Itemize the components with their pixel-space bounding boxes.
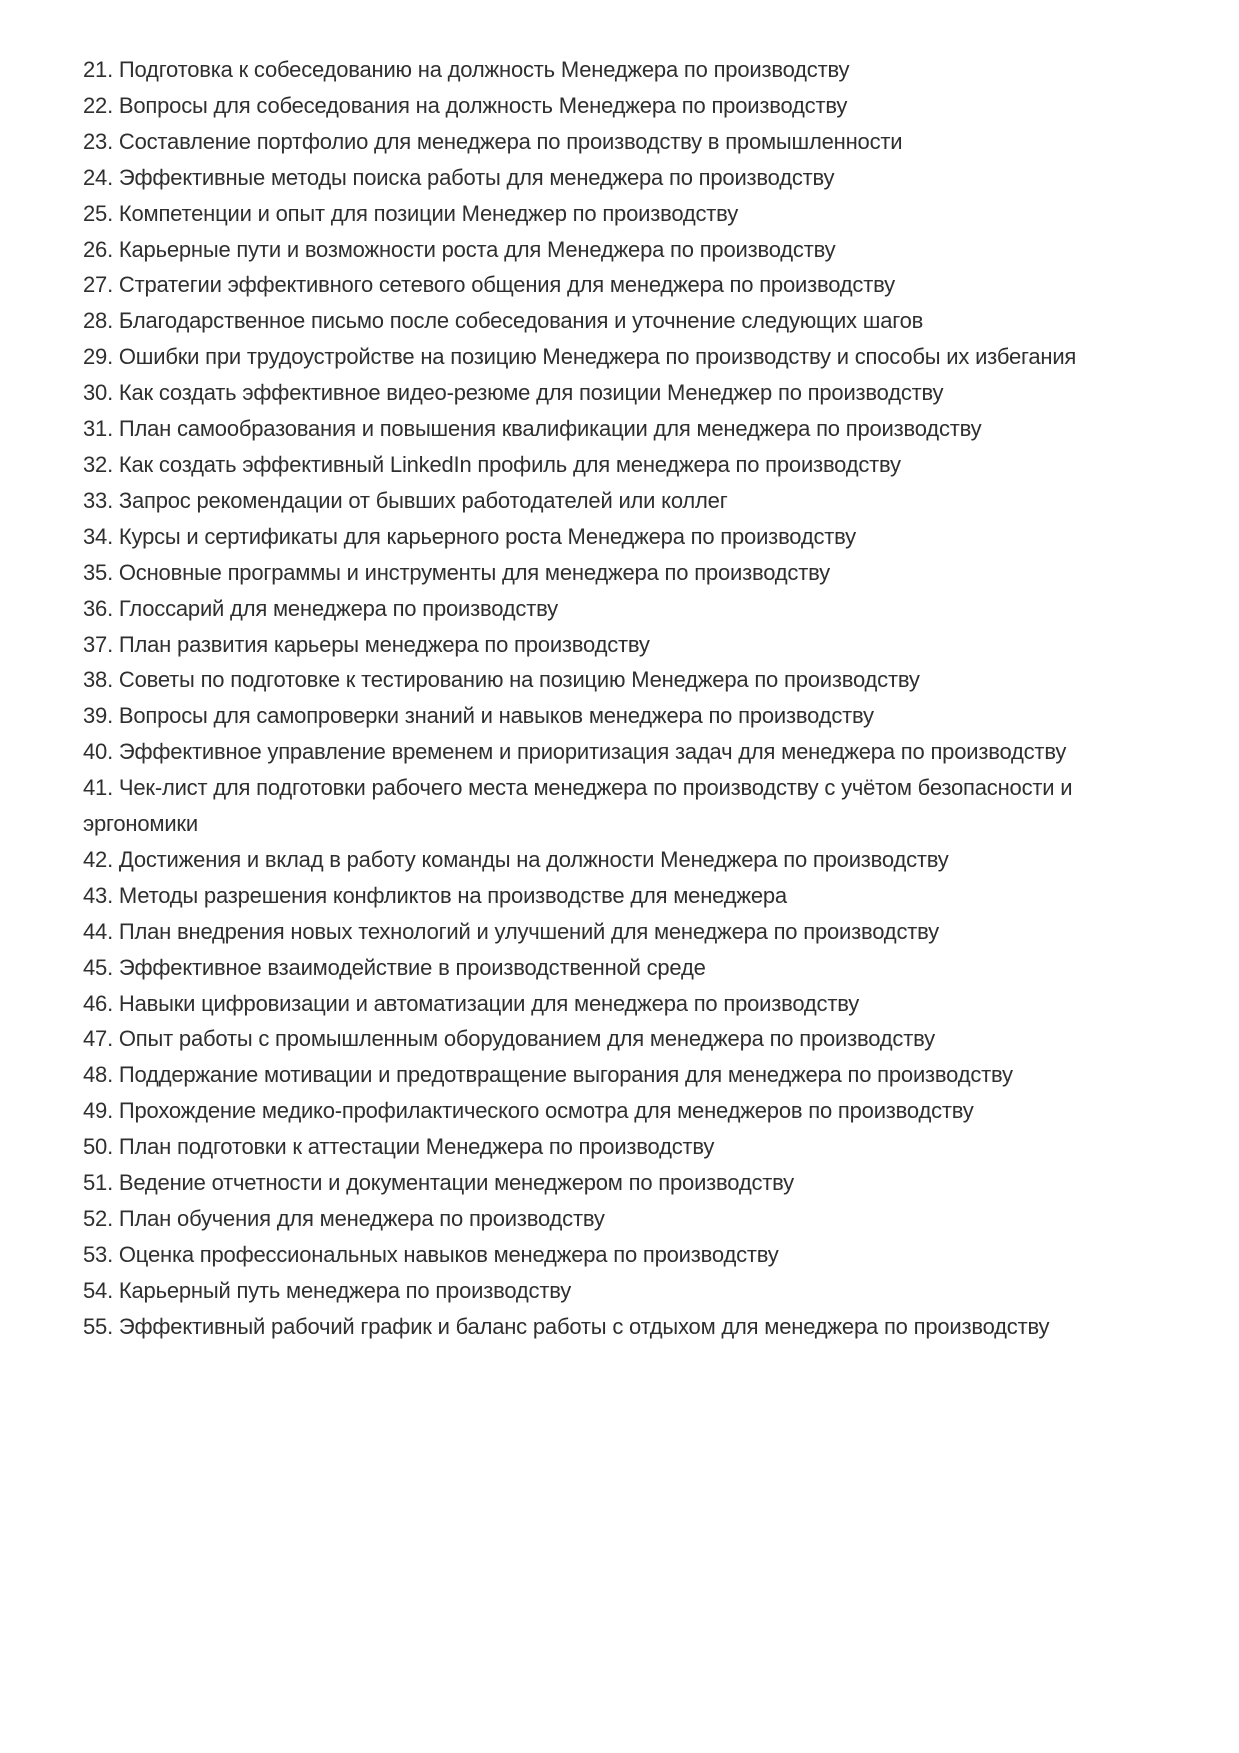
topic-list <box>83 52 1123 1345</box>
list-item: 34. Курсы и сертификаты для карьерного роста Менеджера по производству <box>83 523 856 549</box>
list-item: 40. Эффективное управление временем и приоритизация задач для менеджера по производству <box>83 739 1067 765</box>
list-item: 38. Советы по подготовке к тестированию на позицию Менеджера по производству <box>83 667 920 693</box>
list-item: 32. Как создать эффективный LinkedIn профиль для менеджера по производству <box>83 451 901 477</box>
list-item: 49. Прохождение медико-профилактического осмотра для менеджеров по производству <box>83 1098 974 1124</box>
list-item: 50. План подготовки к аттестации Менеджера по производству <box>83 1134 715 1160</box>
list-item: 21. Подготовка к собеседованию на должность Менеджера по производству <box>83 57 850 82</box>
list-item: 53. Оценка профессиональных навыков менеджера по производству <box>83 1241 779 1267</box>
list-item: 33. Запрос рекомендации от бывших работодателей или коллег <box>83 487 728 513</box>
list-item: 23. Составление портфолио для менеджера по производству в промышленности <box>83 128 903 154</box>
list-item: 22. Вопросы для собеседования на должность Менеджера по производству <box>83 92 848 118</box>
list-item: 24. Эффективные методы поиска работы для менеджера по производству <box>83 164 835 190</box>
list-item: 39. Вопросы для самопроверки знаний и навыков менеджера по производству <box>83 703 874 729</box>
list-item: 46. Навыки цифровизации и автоматизации для менеджера по производству <box>83 990 860 1016</box>
list-item: 55. Эффективный рабочий график и баланс работы с отдыхом для менеджера по производству <box>83 1313 1050 1339</box>
list-item: 42. Достижения и вклад в работу команды на должности Менеджера по производству <box>83 846 949 872</box>
list-item: 25. Компетенции и опыт для позиции Менеджер по производству <box>83 200 738 226</box>
list-item: 31. План самообразования и повышения квалификации для менеджера по производству <box>83 416 982 442</box>
list-item: 35. Основные программы и инструменты для менеджера по производству <box>83 559 830 585</box>
list-item: 43. Методы разрешения конфликтов на производстве для менеджера <box>83 882 787 908</box>
list-item: 37. План развития карьеры менеджера по производству <box>83 631 650 657</box>
list-item: 52. План обучения для менеджера по производству <box>83 1206 605 1231</box>
list-item: 48. Поддержание мотивации и предотвращение выгорания для менеджера по производству <box>83 1062 1013 1088</box>
list-item: 27. Стратегии эффективного сетевого общения для менеджера по производству <box>83 272 895 298</box>
list-item: 36. Глоссарий для менеджера по производству <box>83 595 558 621</box>
list-item: 30. Как создать эффективное видео-резюме для позиции Менеджер по производству <box>83 380 944 406</box>
list-item: 45. Эффективное взаимодействие в производственной среде <box>83 954 706 980</box>
list-item: 44. План внедрения новых технологий и улучшений для менеджера по производству <box>83 918 939 944</box>
list-item: 26. Карьерные пути и возможности роста для Менеджера по производству <box>83 236 836 262</box>
list-item: 29. Ошибки при трудоустройстве на позицию Менеджера по производству и способы их избегания <box>83 344 1077 370</box>
list-item: 28. Благодарственное письмо после собеседования и уточнение следующих шагов <box>83 308 924 334</box>
list-item: 47. Опыт работы с промышленным оборудованием для менеджера по производству <box>83 1026 935 1052</box>
list-item: 54. Карьерный путь менеджера по производству <box>83 1277 572 1303</box>
list-item: 51. Ведение отчетности и документации менеджером по производству <box>83 1170 794 1196</box>
list-item: 41. Чек-лист для подготовки рабочего места менеджера по производству с учётом безопасности и эргономики <box>83 775 1073 837</box>
